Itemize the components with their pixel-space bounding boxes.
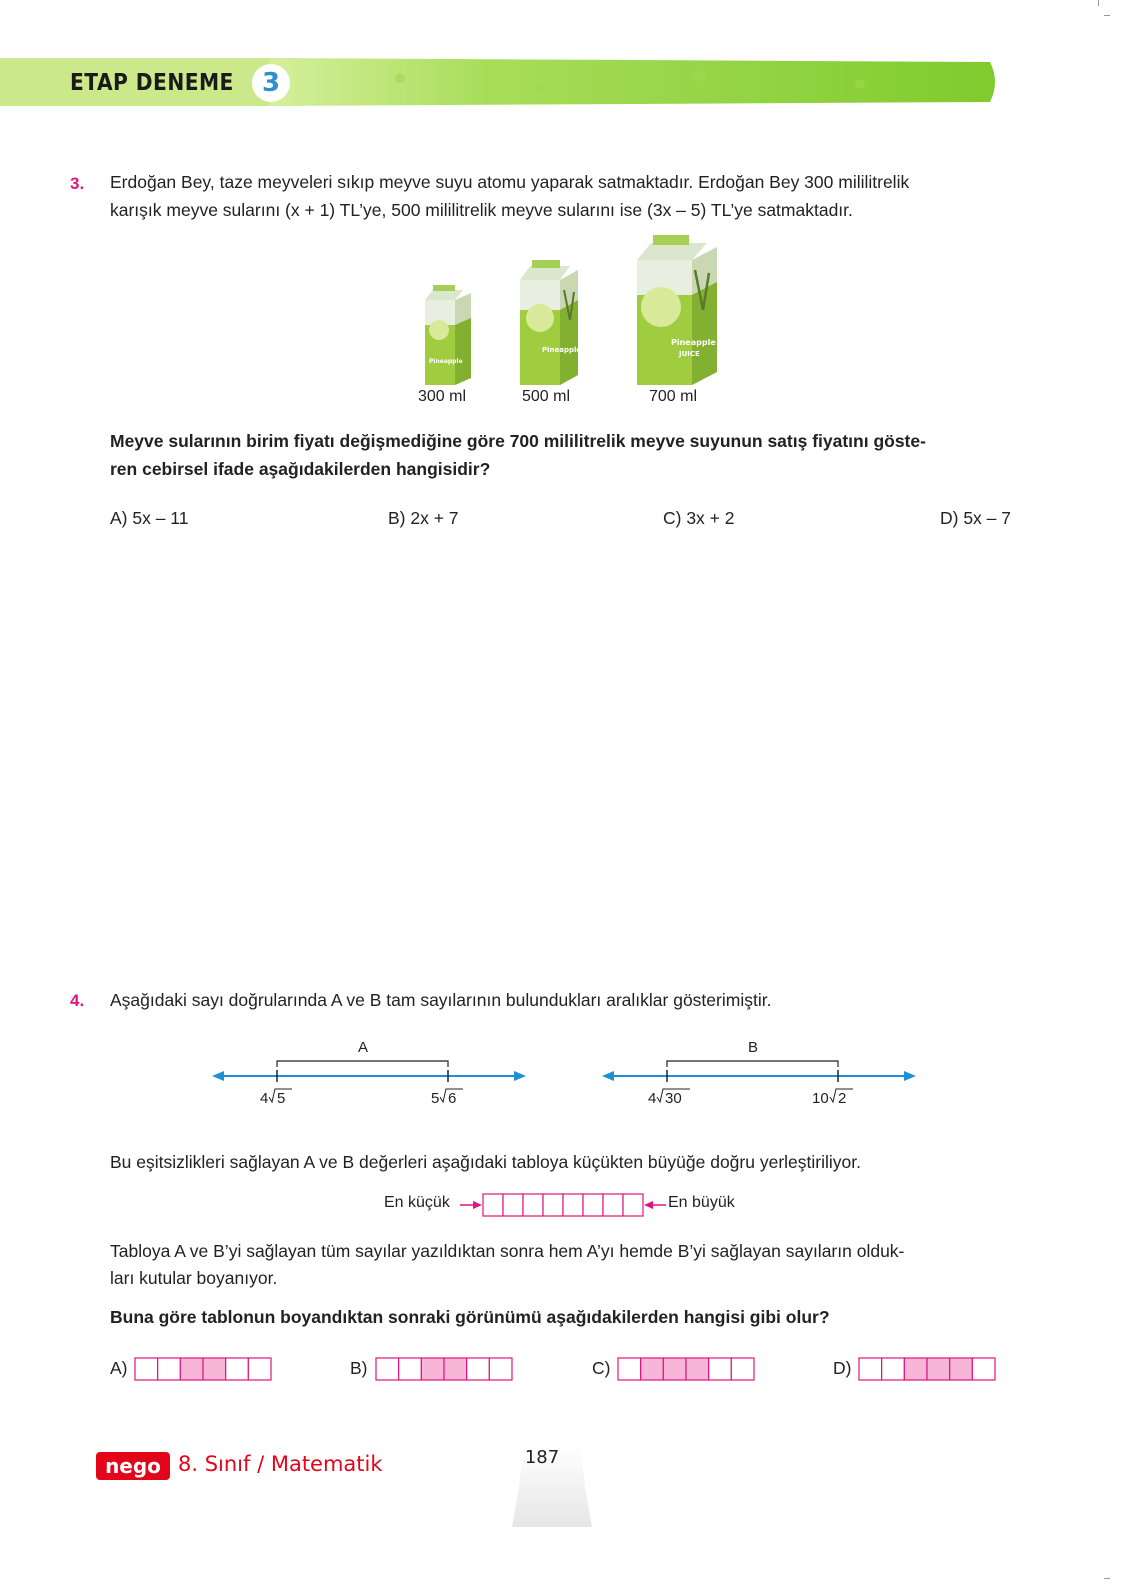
empty-cell (972, 1358, 995, 1380)
line-b-label: B (747, 1039, 759, 1056)
empty-cell (135, 1358, 158, 1380)
empty-cell (399, 1358, 422, 1380)
number-line-a (212, 1035, 532, 1115)
q3-number: 3. (70, 174, 85, 193)
shaded-cell (927, 1358, 950, 1380)
placement-cell (603, 1194, 623, 1216)
shaded-cell (180, 1358, 203, 1380)
q4-option-c-label[interactable]: C) (592, 1358, 611, 1378)
empty-cell (731, 1358, 754, 1380)
empty-cell (709, 1358, 732, 1380)
q4-option-d-table[interactable] (857, 1356, 997, 1382)
shaded-cell (444, 1358, 467, 1380)
placement-cell (583, 1194, 603, 1216)
empty-cell (248, 1358, 271, 1380)
placement-cell (623, 1194, 643, 1216)
q3-option-c[interactable]: C) 3x + 2 (663, 508, 735, 528)
q3-text-line1: Erdoğan Bey, taze meyveleri sıkıp meyve suyu atomu yaparak satmaktadır. Erdoğan Bey 300 mililitrelik (110, 172, 910, 192)
q3-question-line2: ren cebirsel ifade aşağıdakilerden hangisidir? (110, 459, 491, 479)
line-a-left-rad: 5 (277, 1090, 286, 1107)
placement-cell (543, 1194, 563, 1216)
number-line-b (602, 1035, 922, 1115)
carton-small (425, 285, 471, 385)
q3-option-d[interactable]: D) 5x – 7 (940, 508, 1011, 528)
empty-cell (882, 1358, 905, 1380)
placement-table (458, 1192, 668, 1218)
q4-option-b-label[interactable]: B) (350, 1358, 368, 1378)
carton-medium-brand: Pineapple (542, 346, 582, 354)
carton-large-brand: Pineapple (671, 338, 716, 347)
line-b-left-coef: 4 (648, 1090, 657, 1107)
q4-question: Buna göre tablonun boyandıktan sonraki görünümü aşağıdakilerden hangisi gibi olur? (110, 1307, 830, 1327)
q4-option-a-table[interactable] (133, 1356, 273, 1382)
carton-label-300: 300 ml (418, 388, 467, 405)
line-a-right-rad: 6 (448, 1090, 457, 1107)
placement-cells (483, 1194, 643, 1216)
q4-option-a-label[interactable]: A) (110, 1358, 128, 1378)
line-b-right-rad: 2 (838, 1090, 847, 1107)
carton-label-500: 500 ml (522, 388, 571, 405)
carton-large-sub: JUICE (679, 350, 700, 358)
empty-cell (489, 1358, 512, 1380)
carton-small-brand: Pineapple (429, 358, 463, 365)
q4-text3-line1: Tabloya A ve B’yi sağlayan tüm sayılar yazıldıktan sonra hem A’yı hemde B’yi sağlayan sayıların olduk- (110, 1241, 905, 1261)
q4-option-b-table[interactable] (374, 1356, 514, 1382)
shaded-cell (686, 1358, 709, 1380)
header-number: 3 (252, 64, 290, 102)
brand-logo-text: nego (105, 1454, 161, 1478)
crop-mark (1104, 1578, 1110, 1579)
smallest-label: En küçük (384, 1194, 450, 1211)
q3-option-b[interactable]: B) 2x + 7 (388, 508, 459, 528)
shaded-cell (904, 1358, 927, 1380)
placement-cell (483, 1194, 503, 1216)
empty-cell (158, 1358, 181, 1380)
q3-option-a[interactable]: A) 5x – 11 (110, 508, 189, 528)
q4-text: Aşağıdaki sayı doğrularında A ve B tam sayılarının bulundukları aralıklar gösterimiştir. (110, 990, 772, 1010)
empty-cell (226, 1358, 249, 1380)
line-b-left-rad: 30 (665, 1090, 682, 1107)
empty-cell (859, 1358, 882, 1380)
page-number: 187 (524, 1447, 560, 1468)
carton-large (637, 235, 717, 385)
q3-question-line1: Meyve sularının birim fiyatı değişmediğine göre 700 mililitrelik meyve suyunun satış fiyatını göste- (110, 431, 926, 451)
line-b-right-coef: 10 (812, 1090, 829, 1107)
line-a-left-coef: 4 (260, 1090, 269, 1107)
shaded-cell (950, 1358, 973, 1380)
line-a-right-coef: 5 (431, 1090, 440, 1107)
placement-cell (563, 1194, 583, 1216)
q3-text-line2: karışık meyve sularını (x + 1) TL’ye, 500 mililitrelik meyve sularını ise (3x – 5) TL’ye satmaktadır. (110, 200, 853, 220)
shaded-cell (203, 1358, 226, 1380)
header-title: ETAP DENEME (70, 70, 234, 96)
crop-mark (1104, 15, 1110, 16)
placement-cell (503, 1194, 523, 1216)
q4-option-c-table[interactable] (616, 1356, 756, 1382)
q4-option-d-label[interactable]: D) (833, 1358, 852, 1378)
juice-cartons-illustration (415, 230, 735, 390)
largest-label: En büyük (668, 1194, 735, 1211)
empty-cell (467, 1358, 490, 1380)
carton-medium (520, 260, 581, 385)
line-a-label: A (357, 1039, 369, 1056)
shaded-cell (421, 1358, 444, 1380)
shaded-cell (663, 1358, 686, 1380)
empty-cell (618, 1358, 641, 1380)
empty-cell (376, 1358, 399, 1380)
q4-number: 4. (70, 991, 85, 1010)
placement-cell (523, 1194, 543, 1216)
footer-course: 8. Sınıf / Matematik (178, 1452, 383, 1476)
crop-mark (1098, 0, 1099, 6)
carton-label-700: 700 ml (649, 388, 698, 405)
q4-text3-line2: ları kutular boyanıyor. (110, 1268, 278, 1288)
brand-logo (96, 1452, 170, 1480)
q4-text2: Bu eşitsizlikleri sağlayan A ve B değerleri aşağıdaki tabloya küçükten büyüğe doğru yerleştiriliyor. (110, 1152, 861, 1172)
shaded-cell (641, 1358, 664, 1380)
